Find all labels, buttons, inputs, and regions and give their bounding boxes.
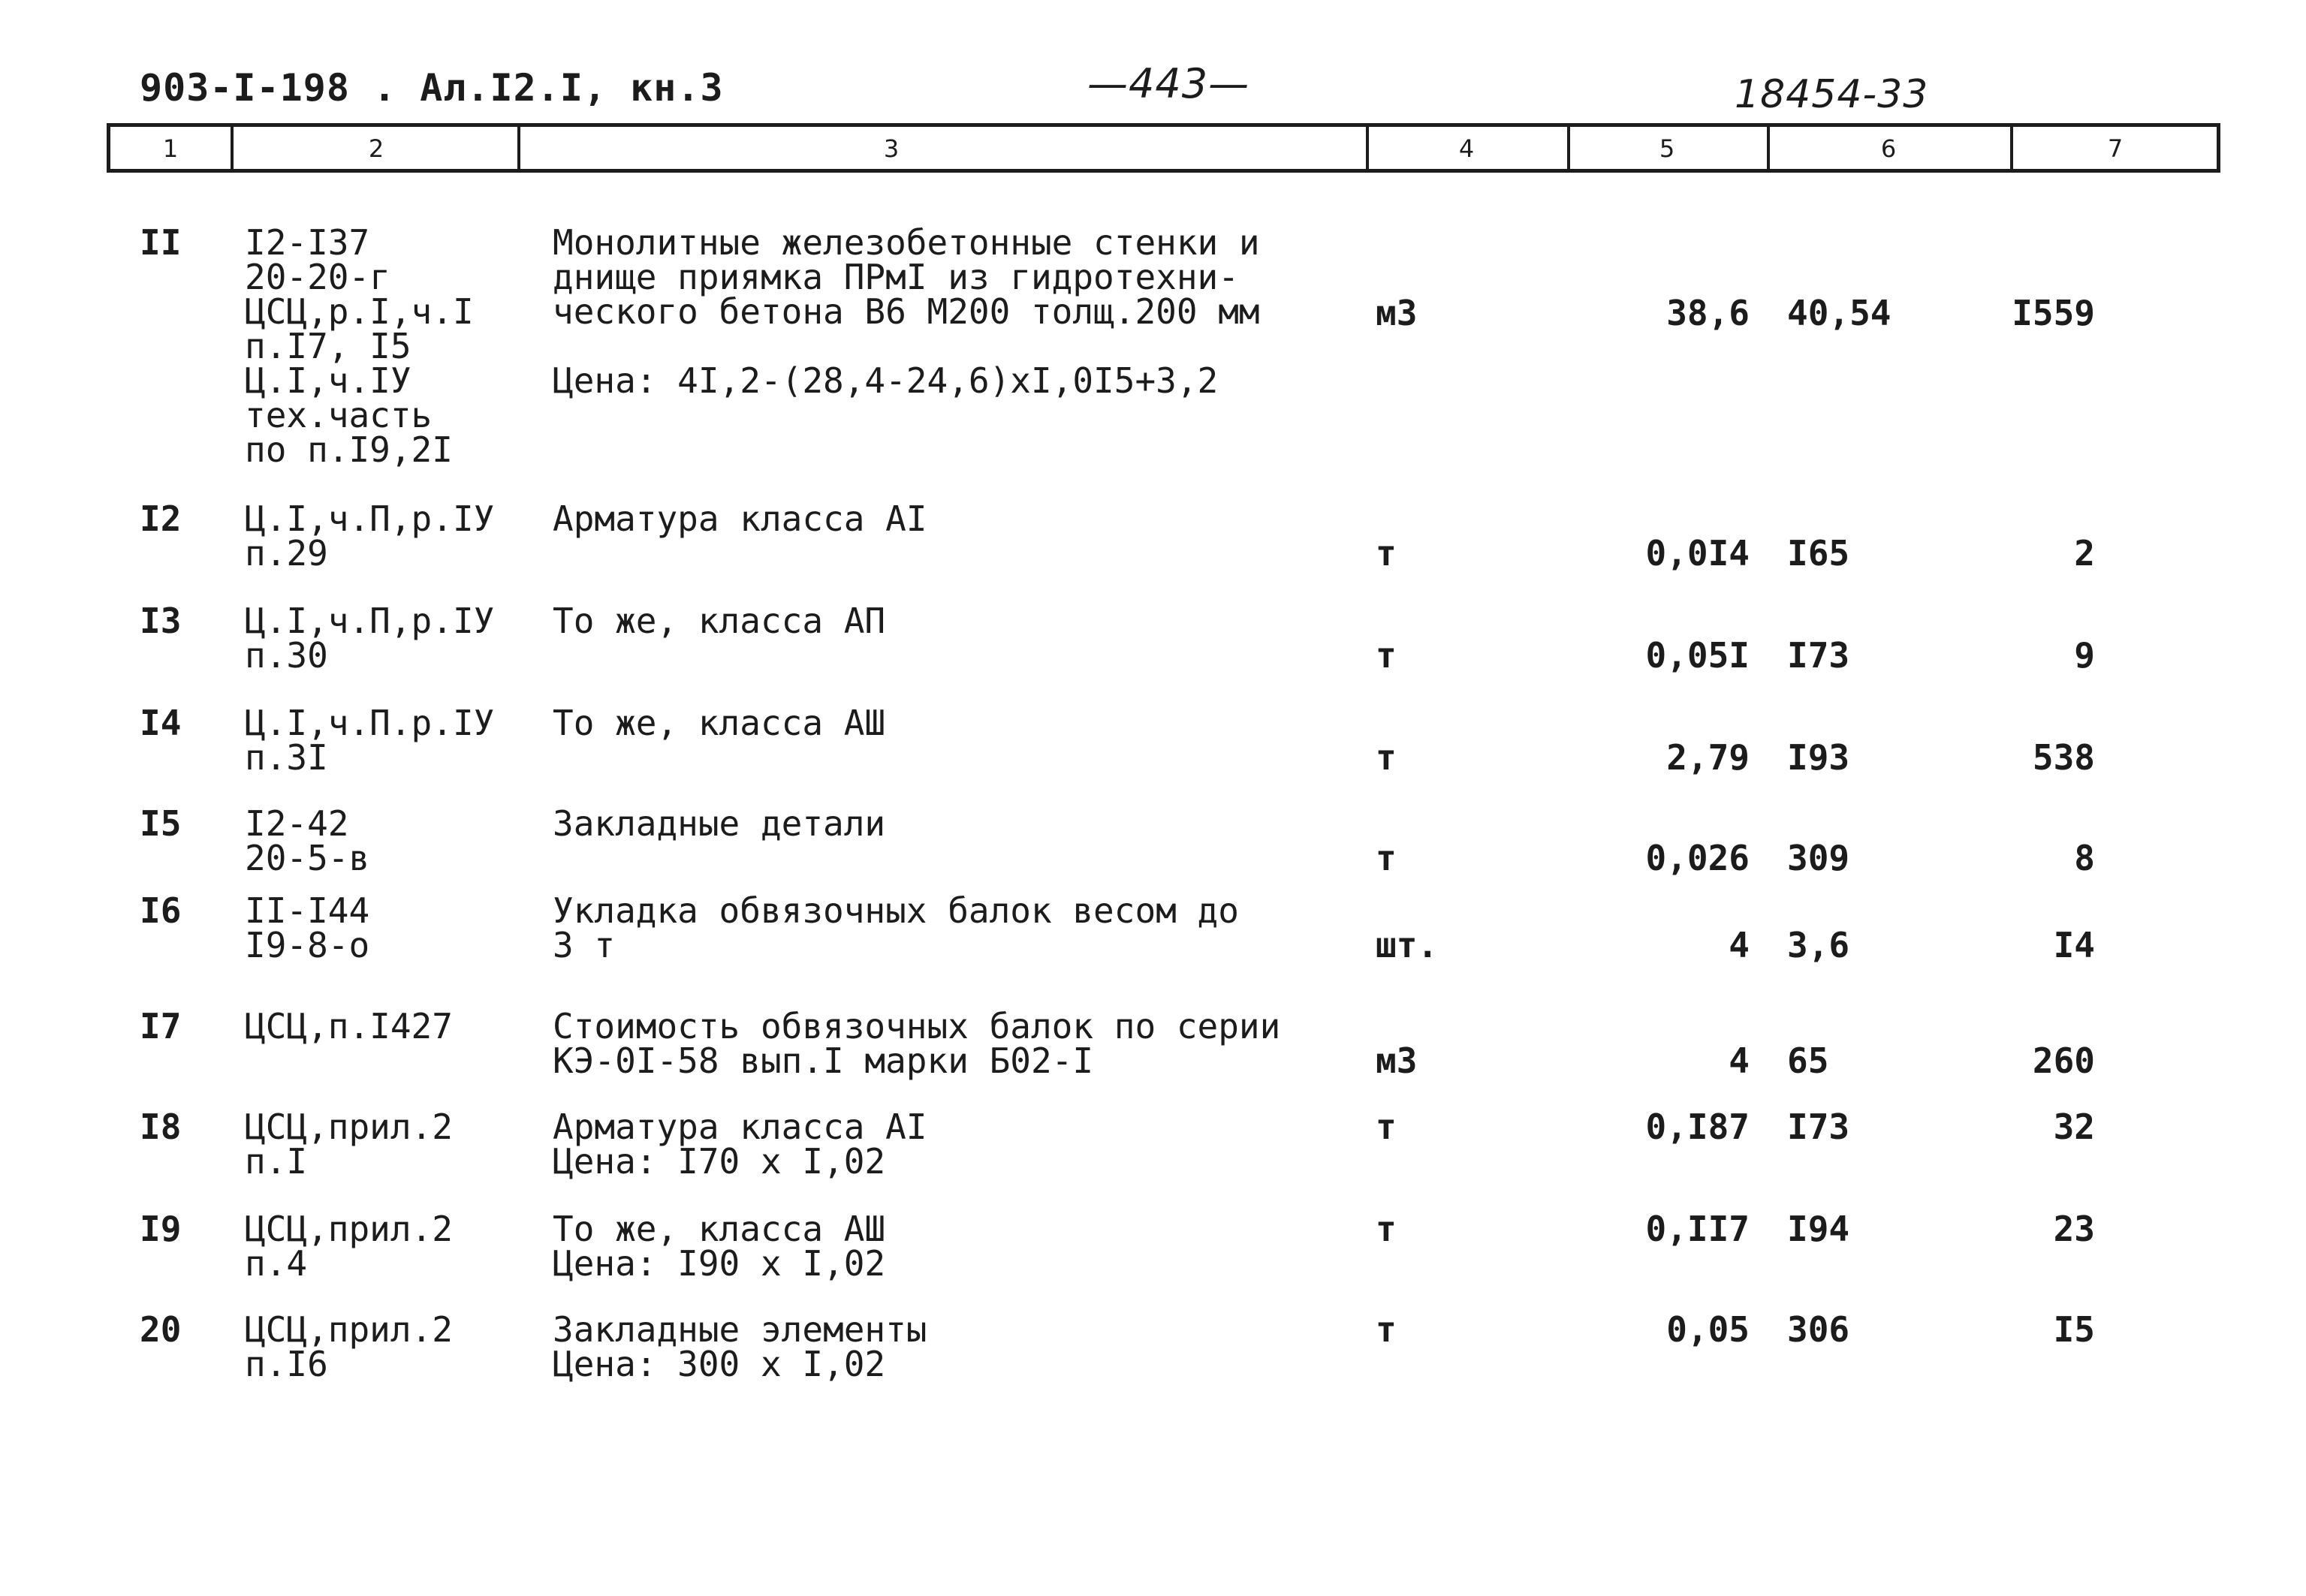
quantity-cell: 4 [1729,1040,1750,1081]
total-cost-cell: 8 [2074,838,2095,878]
document-code: 903-I-198 . Ал.I2.I, кн.3 [140,66,724,110]
column-divider [517,127,520,169]
unit-cell: т [1376,1309,1397,1350]
quantity-cell: 0,II7 [1645,1209,1750,1249]
unit-price-cell: 40,54 [1787,293,1892,333]
unit-cell: м3 [1376,1040,1418,1081]
total-cost-cell: 9 [2074,635,2095,676]
unit-price-cell: 309 [1787,838,1850,878]
unit-price-cell: I73 [1787,635,1850,676]
reference-line: 20-20-г [245,257,390,297]
unit-cell: т [1376,1209,1397,1249]
reference-line: ЦСЦ,п.I427 [245,1006,453,1046]
unit-cell: шт. [1376,925,1439,965]
quantity-cell: 0,0I4 [1645,533,1750,574]
unit-cell: м3 [1376,293,1418,333]
row-number: 20 [140,1309,182,1350]
reference-line: ЦСЦ,р.I,ч.I [245,291,474,332]
quantity-cell: 2,79 [1666,737,1750,778]
description-line: То же, класса АШ [553,703,886,743]
reference-line: Ц.I,ч.П.р.IУ [245,703,495,743]
row-number: I7 [140,1006,182,1046]
reference-line: I2-42 [245,803,349,844]
description-line: Стоимость обвязочных балок по серии [553,1006,1281,1046]
reference-line: Ц.I,ч.П,р.IУ [245,498,495,539]
reference-line: п.I6 [245,1344,328,1384]
row-number: I3 [140,601,182,641]
page-number: —443— [1087,60,1250,107]
description-line: То же, класса АШ [553,1209,886,1249]
description-line: Закладные элементы [553,1309,927,1350]
quantity-cell: 0,05I [1645,635,1750,676]
quantity-cell: 0,I87 [1645,1107,1750,1147]
reference-line: I2-I37 [245,222,370,263]
reference-line: I9-8-о [245,925,370,965]
total-cost-cell: I559 [2012,293,2095,333]
reference-line: ЦСЦ,прил.2 [245,1209,453,1249]
column-divider [1767,127,1770,169]
unit-price-cell: I93 [1787,737,1850,778]
column-divider [1366,127,1369,169]
column-number: 2 [368,134,384,163]
unit-cell: т [1376,838,1397,878]
total-cost-cell: 2 [2074,533,2095,574]
column-number: 5 [1659,134,1675,163]
reference-line: Ц.I,ч.П,р.IУ [245,601,495,641]
quantity-cell: 4 [1729,925,1750,965]
row-number: I6 [140,890,182,931]
total-cost-cell: 260 [2032,1040,2095,1081]
archive-number: 18454-33 [1735,72,1929,117]
unit-price-cell: I73 [1787,1107,1850,1147]
reference-line: п.29 [245,533,328,574]
description-line: Цена: 300 х I,02 [553,1344,886,1384]
quantity-cell: 0,026 [1645,838,1750,878]
description-line: Арматура класса АI [553,1107,927,1147]
total-cost-cell: 23 [2053,1209,2095,1249]
unit-cell: т [1376,1107,1397,1147]
row-number: I2 [140,498,182,539]
description-line: Цена: I70 х I,02 [553,1141,886,1182]
description-line: Цена: 4I,2-(28,4-24,6)хI,0I5+3,2 [553,360,1219,401]
reference-line: п.3I [245,737,328,778]
reference-line: тех.часть [245,395,433,435]
reference-line: по п.I9,2I [245,429,453,470]
reference-line: Ц.I,ч.IУ [245,360,411,401]
unit-price-cell: I94 [1787,1209,1850,1249]
description-line: 3 т [553,925,616,965]
description-line: Цена: I90 х I,02 [553,1243,886,1284]
unit-price-cell: 65 [1787,1040,1829,1081]
unit-cell: т [1376,737,1397,778]
row-number: I9 [140,1209,182,1249]
unit-price-cell: I65 [1787,533,1850,574]
quantity-cell: 38,6 [1666,293,1750,333]
reference-line: п.I [245,1141,308,1182]
unit-price-cell: 3,6 [1787,925,1850,965]
description-line: Укладка обвязочных балок весом до [553,890,1239,931]
description-line: днище приямка ПРмI из гидротехни- [553,257,1239,297]
total-cost-cell: 538 [2032,737,2095,778]
column-divider [1567,127,1570,169]
reference-line: II-I44 [245,890,370,931]
column-divider [2010,127,2013,169]
column-header-row [107,123,2220,173]
reference-line: ЦСЦ,прил.2 [245,1309,453,1350]
description-line: КЭ-0I-58 вып.I марки Б02-I [553,1040,1094,1081]
row-number: II [140,222,182,263]
description-line: То же, класса АП [553,601,886,641]
description-line: Закладные детали [553,803,886,844]
description-line: Арматура класса АI [553,498,927,539]
total-cost-cell: I5 [2053,1309,2095,1350]
total-cost-cell: 32 [2053,1107,2095,1147]
row-number: I5 [140,803,182,844]
reference-line: п.I7, I5 [245,326,411,366]
row-number: I4 [140,703,182,743]
column-number: 6 [1880,134,1897,163]
reference-line: п.30 [245,635,328,676]
unit-cell: т [1376,635,1397,676]
description-line: Монолитные железобетонные стенки и [553,222,1260,263]
reference-line: ЦСЦ,прил.2 [245,1107,453,1147]
column-number: 3 [883,134,900,163]
description-line: ческого бетона В6 М200 толщ.200 мм [553,291,1260,332]
column-number: 4 [1458,134,1475,163]
unit-cell: т [1376,533,1397,574]
unit-price-cell: 306 [1787,1309,1850,1350]
column-divider [231,127,234,169]
reference-line: 20-5-в [245,838,370,878]
quantity-cell: 0,05 [1666,1309,1750,1350]
column-number: 1 [162,134,179,163]
total-cost-cell: I4 [2053,925,2095,965]
reference-line: п.4 [245,1243,308,1284]
row-number: I8 [140,1107,182,1147]
column-number: 7 [2107,134,2124,163]
